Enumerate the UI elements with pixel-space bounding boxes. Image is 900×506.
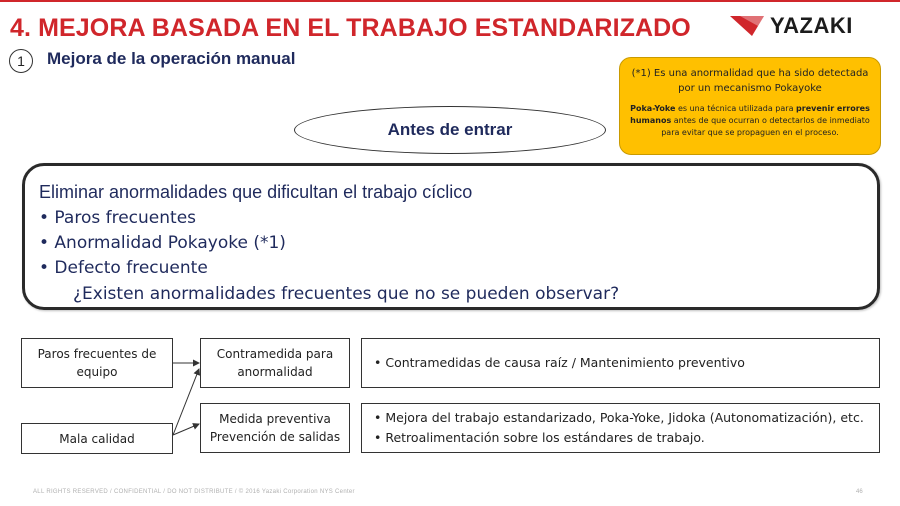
note-bold-a: Poka-Yoke — [630, 104, 676, 113]
note-bold-b: prevenir errores humanos — [630, 104, 870, 125]
main-box — [22, 163, 880, 310]
main-box-item: • Paros frecuentes — [39, 208, 197, 228]
main-box-question: ¿Existen anormalidades frecuentes que no se pueden observar? — [73, 284, 620, 304]
cause-box-equipment: Paros frecuentes de equipo — [21, 338, 173, 388]
note-line-2 — [630, 103, 870, 139]
page-number: 46 — [856, 489, 863, 495]
cause-box-quality: Mala calidad — [21, 423, 173, 454]
yazaki-logo-mark-icon — [730, 14, 768, 38]
pokayoke-note-box — [619, 57, 881, 155]
note-text-b: antes de que ocurran o detectarlos de inmediato para evitar que se propaguen en el proceso. — [661, 116, 870, 137]
action-item: • Mejora del trabajo estandarizado, Poka-Yoke, Jidoka (Autonomatización), etc. — [374, 410, 864, 425]
measure-box-countermeasure: Contramedida para anormalidad — [200, 338, 350, 388]
page-title: 4. MEJORA BASADA EN EL TRABAJO ESTANDARIZADO — [10, 14, 691, 42]
brand-name: YAZAKI — [770, 13, 853, 38]
section-number-badge: 1 — [9, 49, 33, 73]
note-line-1: (*1) Es una anormalidad que ha sido detectada por un mecanismo Pokayoke — [631, 68, 869, 94]
top-accent-line — [0, 0, 900, 2]
action-item: • Contramedidas de causa raíz / Mantenimiento preventivo — [374, 355, 745, 370]
flow-arrows — [170, 340, 204, 450]
main-box-heading: Eliminar anormalidades que dificultan el trabajo cíclico — [39, 182, 473, 202]
action-item: • Retroalimentación sobre los estándares de trabajo. — [374, 430, 705, 445]
section-title: Mejora de la operación manual — [47, 49, 296, 68]
yazaki-logo — [730, 13, 890, 37]
measure-box-preventive: Medida preventiva Prevención de salidas — [200, 403, 350, 453]
note-text-a: es una técnica utilizada para — [675, 104, 797, 113]
action-box-top — [361, 338, 880, 388]
main-box-item: • Defecto frecuente — [39, 258, 208, 278]
stage-label: Antes de entrar — [294, 106, 606, 154]
main-box-item: • Anormalidad Pokayoke (*1) — [39, 233, 286, 253]
arrow-quality-to-countermeasure — [173, 369, 199, 435]
action-box-bottom — [361, 403, 880, 453]
footer-text: ALL RIGHTS RESERVED / CONFIDENTIAL / DO NOT DISTRIBUTE / © 2016 Yazaki Corporation NYS Center — [33, 489, 355, 495]
